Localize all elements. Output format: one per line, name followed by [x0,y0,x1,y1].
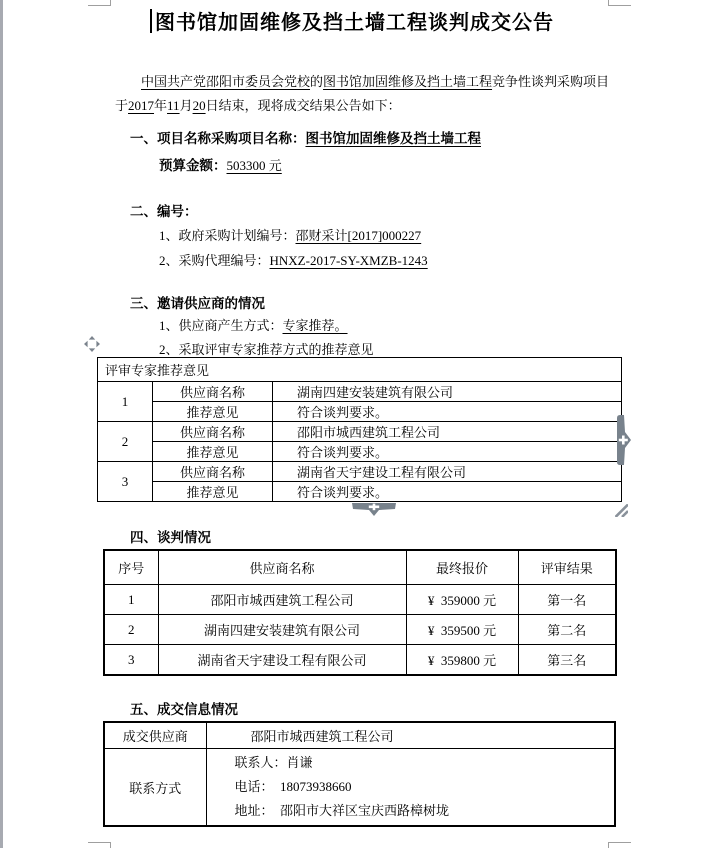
expert-opinion-label: 推荐意见 [153,482,273,502]
negotiation-row [104,615,616,645]
negotiation-supplier: 湖南省天宇建设工程有限公司 [158,645,406,676]
intro-segment: 月 [179,98,193,113]
negotiation-row [104,585,616,615]
negotiation-row-number: 2 [104,615,158,645]
award-contact-label: 联系方式 [104,749,206,827]
text-cursor [150,9,152,33]
negotiation-row [104,645,616,676]
expert-table-row [98,442,622,462]
expert-table-row [98,462,622,482]
section-1-heading [130,127,481,147]
expert-opinion-label: 推荐意见 [153,442,273,462]
supplier-source-line [159,315,348,334]
negotiation-column-header: 最终报价 [406,550,518,585]
award-contact-row [104,749,615,827]
intro-segment: 图书馆加固维修及挡土墙工程 [323,74,493,89]
section-2-heading: 二、编号： [130,204,198,219]
negotiation-result: 第一名 [518,585,616,615]
agency-number-label: 2、采购代理编号： [159,253,270,268]
plan-number-value: 邵财采计[2017]000227 [295,228,422,243]
intro-segment: 2017 [128,98,155,113]
negotiation-result: 第二名 [518,615,616,645]
budget-value: 503300 元 [226,158,282,173]
award-supplier-row [104,722,615,749]
negotiation-row-number: 3 [104,645,158,676]
budget-label: 预算金额： [159,158,227,173]
insert-column-button[interactable] [617,414,632,466]
page-title-text: 图书馆加固维修及挡土墙工程谈判成交公告 [155,12,554,34]
intro-segment: 日结束，现将成交结果公告如下： [205,98,401,113]
expert-table-row [98,382,622,402]
intro-segment: 年 [154,98,168,113]
negotiation-final-price: ¥ 359800 元 [406,645,518,676]
contact-line: 地址： 邵阳市大祥区宝庆西路樟树垅 [234,803,450,818]
project-name-value: 图书馆加固维修及挡土墙工程 [305,131,481,146]
plan-number-label: 1、政府采购计划编号： [159,228,296,243]
expert-row-number: 2 [98,422,153,462]
expert-supplier-name: 湖南省天宇建设工程有限公司 [273,462,622,482]
expert-opinion: 符合谈判要求。 [273,402,622,422]
window-left-edge [0,0,3,848]
section-3-heading: 三、邀请供应商的情况 [130,296,265,311]
section-1-label: 一、项目名称采购项目名称： [130,131,306,146]
supplier-source-label: 1、供应商产生方式： [159,318,283,333]
expert-opinion-label: 推荐意见 [153,402,273,422]
section-4-heading: 四、谈判情况 [130,530,211,545]
negotiation-supplier: 湖南四建安装建筑有限公司 [158,615,406,645]
expert-table-caption-row [98,358,622,382]
negotiation-result: 第三名 [518,645,616,676]
expert-supplier-label: 供应商名称 [153,382,273,402]
section-5-heading: 五、成交信息情况 [130,702,238,717]
supplier-source-value: 专家推荐。 [282,318,348,333]
award-contact-details [206,749,615,827]
negotiation-final-price: ¥ 359500 元 [406,615,518,645]
recommend-note-line: 2、采取评审专家推荐方式的推荐意见 [159,342,374,357]
intro-segment: 20 [192,98,206,113]
expert-table-row [98,482,622,502]
negotiation-column-header: 供应商名称 [158,550,406,585]
expert-table-row [98,402,622,422]
negotiation-supplier: 邵阳市城西建筑工程公司 [158,585,406,615]
agency-number-value: HNXZ-2017-SY-XMZB-1243 [269,253,428,268]
expert-table-caption: 评审专家推荐意见 [98,358,622,382]
table-resize-grip-icon[interactable] [615,504,628,517]
expert-row-number: 1 [98,382,153,422]
contact-line: 电话： 18073938660 [234,779,352,794]
text-boundary-mark-bottom-right [608,842,631,848]
negotiation-column-header: 序号 [104,550,158,585]
intro-paragraph [115,70,617,118]
expert-supplier-name: 湖南四建安装建筑有限公司 [273,382,622,402]
intro-segment: 中国共产党邵阳市委员会党校 [141,74,311,89]
expert-supplier-label: 供应商名称 [153,462,273,482]
intro-segment: 的 [310,74,324,89]
text-boundary-mark-bottom-left [88,842,111,848]
negotiation-column-header: 评审结果 [518,550,616,585]
expert-row-number: 3 [98,462,153,502]
expert-supplier-name: 邵阳市城西建筑工程公司 [273,422,622,442]
intro-segment: 11 [167,98,180,113]
expert-table-row [98,422,622,442]
negotiation-table [103,549,617,676]
award-supplier-label: 成交供应商 [104,722,206,749]
negotiation-header-row [104,550,616,585]
expert-supplier-label: 供应商名称 [153,422,273,442]
contact-line: 联系人：肖谦 [234,755,313,770]
expert-opinion: 符合谈判要求。 [273,442,622,462]
page-title [0,6,704,35]
plan-number-line [159,225,421,244]
negotiation-row-number: 1 [104,585,158,615]
negotiation-final-price: ¥ 359000 元 [406,585,518,615]
expert-recommendation-table [97,357,622,502]
budget-line [159,154,282,174]
table-move-handle-icon[interactable] [84,336,100,352]
insert-row-button[interactable] [351,503,397,517]
award-info-table [103,721,616,827]
expert-opinion: 符合谈判要求。 [273,482,622,502]
award-supplier-value: 邵阳市城西建筑工程公司 [206,722,615,749]
agency-number-line [159,250,428,269]
intro-segment: 竞争性谈判采购项目于 [115,74,610,113]
